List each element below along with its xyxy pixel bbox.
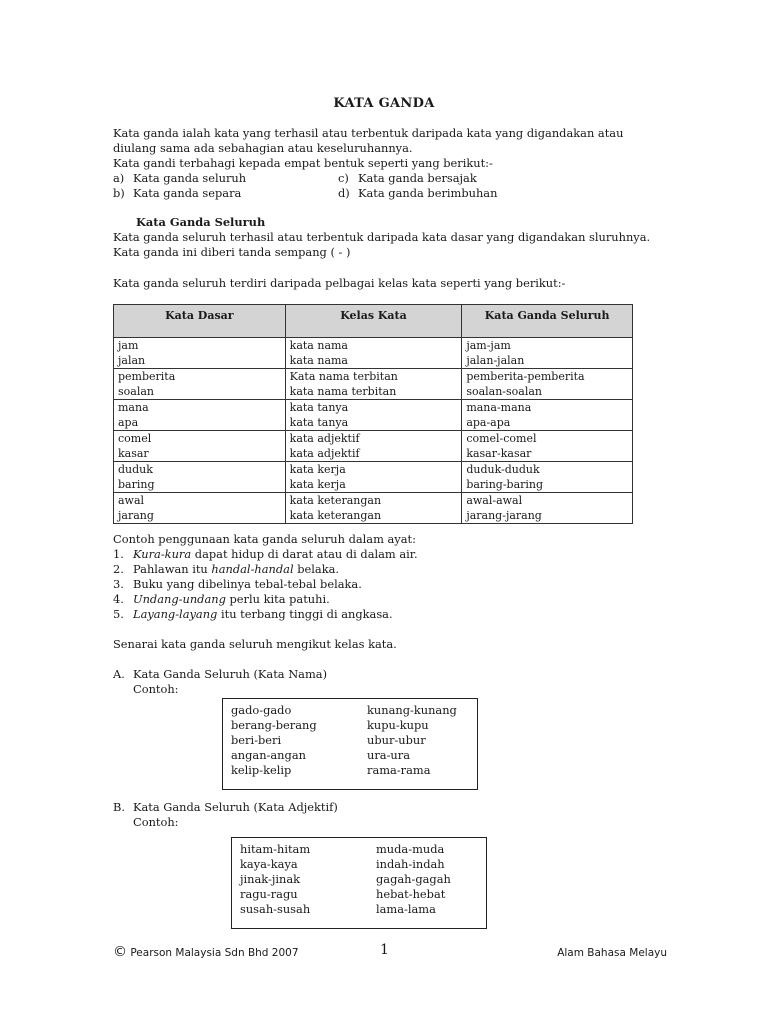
table-cell: awal-awal <box>462 493 633 509</box>
table-cell: kata nama terbitan <box>285 384 462 400</box>
table-row <box>114 477 633 493</box>
list-b-contoh: Contoh: <box>133 815 179 829</box>
intro-paragraph: Kata ganda ialah kata yang terhasil atau terbentuk daripada kata yang digandakan atau diulang sama ada sebahagian atau keseluruhannya. <box>113 126 624 155</box>
kata-ganda-table <box>113 304 633 524</box>
example-word: Kura-kura <box>133 547 192 561</box>
list-item: ragu-ragu <box>240 887 298 901</box>
table-cell: kasar-kasar <box>462 446 633 462</box>
type-label: Kata ganda bersajak <box>358 171 477 185</box>
type-d <box>338 186 498 201</box>
type-label: Kata ganda seluruh <box>133 171 247 185</box>
table-cell: jarang-jarang <box>462 508 633 524</box>
list-title: Kata Ganda Seluruh (Kata Adjektif) <box>133 800 338 814</box>
list-item: angan-angan <box>231 748 306 762</box>
list-letter: A. <box>113 667 125 681</box>
list-a-contoh: Contoh: <box>133 682 179 696</box>
list-intro: Senarai kata ganda seluruh mengikut kelas kata. <box>113 637 397 651</box>
type-label: Kata ganda separa <box>133 186 242 200</box>
list-item: kelip-kelip <box>231 763 292 777</box>
example-sentence-1 <box>113 547 418 562</box>
list-item: muda-muda <box>376 842 445 856</box>
type-label: Kata ganda berimbuhan <box>358 186 498 200</box>
list-item: berang-berang <box>231 718 317 732</box>
table-cell: jalan-jalan <box>462 353 633 369</box>
list-a-col-1 <box>231 703 317 778</box>
footer-copyright <box>113 945 299 961</box>
table-cell: comel-comel <box>462 431 633 447</box>
table-cell: Kata nama terbitan <box>285 369 462 385</box>
list-item: susah-susah <box>240 902 311 916</box>
table-cell: jarang <box>114 508 286 524</box>
example-number: 4. <box>113 592 124 606</box>
list-item: gado-gado <box>231 703 292 717</box>
example-sentence-5 <box>113 607 393 622</box>
list-item: hitam-hitam <box>240 842 311 856</box>
table-row <box>114 353 633 369</box>
list-item: indah-indah <box>376 857 445 871</box>
footer-publisher: Pearson Malaysia Sdn Bhd 2007 <box>130 947 299 959</box>
list-item: beri-beri <box>231 733 282 747</box>
table-row <box>114 415 633 431</box>
type-c <box>338 171 477 186</box>
table-row <box>114 400 633 416</box>
table-cell: kata keterangan <box>285 508 462 524</box>
table-cell: kata nama <box>285 338 462 354</box>
table-cell: soalan-soalan <box>462 384 633 400</box>
table-cell: awal <box>114 493 286 509</box>
type-letter: c) <box>338 171 349 185</box>
example-text: belaka. <box>293 562 340 576</box>
intro-types-lead: Kata gandi terbahagi kepada empat bentuk seperti yang berikut:- <box>113 156 493 170</box>
column-header: Kata Ganda Seluruh <box>462 305 633 338</box>
table-row <box>114 446 633 462</box>
example-text: dapat hidup di darat atau di dalam air. <box>191 547 418 561</box>
table-cell: kata keterangan <box>285 493 462 509</box>
list-item: gagah-gagah <box>376 872 451 886</box>
list-item: hebat-hebat <box>376 887 446 901</box>
table-cell: kata adjektif <box>285 446 462 462</box>
table-cell: soalan <box>114 384 286 400</box>
examples-heading: Contoh penggunaan kata ganda seluruh dalam ayat: <box>113 532 416 546</box>
example-sentence-3 <box>113 577 362 592</box>
list-title: Kata Ganda Seluruh (Kata Nama) <box>133 667 328 681</box>
section-heading: Kata Ganda Seluruh <box>136 215 266 229</box>
list-a-box <box>222 698 478 790</box>
type-a <box>113 171 247 186</box>
table-cell: mana-mana <box>462 400 633 416</box>
list-item: kaya-kaya <box>240 857 298 871</box>
table-lead: Kata ganda seluruh terdiri daripada pelbagai kelas kata seperti yang berikut:- <box>113 276 566 290</box>
example-number: 5. <box>113 607 124 621</box>
type-letter: a) <box>113 171 125 185</box>
example-word: handal-handal <box>211 562 294 576</box>
table-cell: comel <box>114 431 286 447</box>
example-text: Pahlawan itu <box>133 562 212 576</box>
table-cell: apa-apa <box>462 415 633 431</box>
table-cell: jam-jam <box>462 338 633 354</box>
list-item: ura-ura <box>367 748 410 762</box>
table-cell: jalan <box>114 353 286 369</box>
table-row <box>114 462 633 478</box>
list-item: rama-rama <box>367 763 431 777</box>
table-cell: kata tanya <box>285 400 462 416</box>
table-row <box>114 493 633 509</box>
table-row <box>114 384 633 400</box>
example-number: 2. <box>113 562 124 576</box>
table-header-row <box>114 305 633 338</box>
table-row <box>114 338 633 354</box>
table-cell: jam <box>114 338 286 354</box>
list-item: lama-lama <box>376 902 436 916</box>
example-sentence-2 <box>113 562 340 577</box>
table-cell: pemberita-pemberita <box>462 369 633 385</box>
section-paragraph: Kata ganda seluruh terhasil atau terbentuk daripada kata dasar yang digandakan sluruhnya. Kata ganda ini diberi tanda sempang ( - ) <box>113 230 651 259</box>
example-sentence-4 <box>113 592 330 607</box>
page-number: 1 <box>380 942 389 958</box>
list-item: ubur-ubur <box>367 733 426 747</box>
type-letter: d) <box>338 186 350 200</box>
column-header: Kelas Kata <box>285 305 462 338</box>
table-row <box>114 431 633 447</box>
table-cell: kata adjektif <box>285 431 462 447</box>
page-title: KATA GANDA <box>333 96 435 111</box>
example-number: 3. <box>113 577 124 591</box>
type-b <box>113 186 242 201</box>
list-b-col-2 <box>376 842 451 917</box>
example-word: Layang-layang <box>133 607 218 621</box>
example-word: Undang-undang <box>133 592 226 606</box>
example-number: 1. <box>113 547 124 561</box>
table-cell: pemberita <box>114 369 286 385</box>
example-text: itu terbang tinggi di angkasa. <box>217 607 393 621</box>
list-b-heading <box>113 800 338 815</box>
list-letter: B. <box>113 800 125 814</box>
list-item: kupu-kupu <box>367 718 429 732</box>
table-cell: baring-baring <box>462 477 633 493</box>
table-row <box>114 369 633 385</box>
footer-book-title: Alam Bahasa Melayu <box>557 947 667 959</box>
example-text: perlu kita patuhi. <box>225 592 330 606</box>
table-cell: duduk <box>114 462 286 478</box>
table-cell: kata nama <box>285 353 462 369</box>
list-b-box <box>231 837 487 929</box>
list-a-heading <box>113 667 328 682</box>
type-letter: b) <box>113 186 125 200</box>
copyright-icon: © <box>113 944 127 960</box>
table-cell: duduk-duduk <box>462 462 633 478</box>
list-a-col-2 <box>367 703 457 778</box>
example-text: Buku yang dibelinya tebal-tebal belaka. <box>133 577 362 591</box>
table-cell: kasar <box>114 446 286 462</box>
table-cell: kata kerja <box>285 477 462 493</box>
list-item: jinak-jinak <box>240 872 301 886</box>
list-b-col-1 <box>240 842 310 917</box>
table-cell: baring <box>114 477 286 493</box>
list-item: kunang-kunang <box>367 703 457 717</box>
table-cell: kata tanya <box>285 415 462 431</box>
table-cell: mana <box>114 400 286 416</box>
column-header: Kata Dasar <box>114 305 286 338</box>
table-cell: apa <box>114 415 286 431</box>
table-cell: kata kerja <box>285 462 462 478</box>
table-row <box>114 508 633 524</box>
